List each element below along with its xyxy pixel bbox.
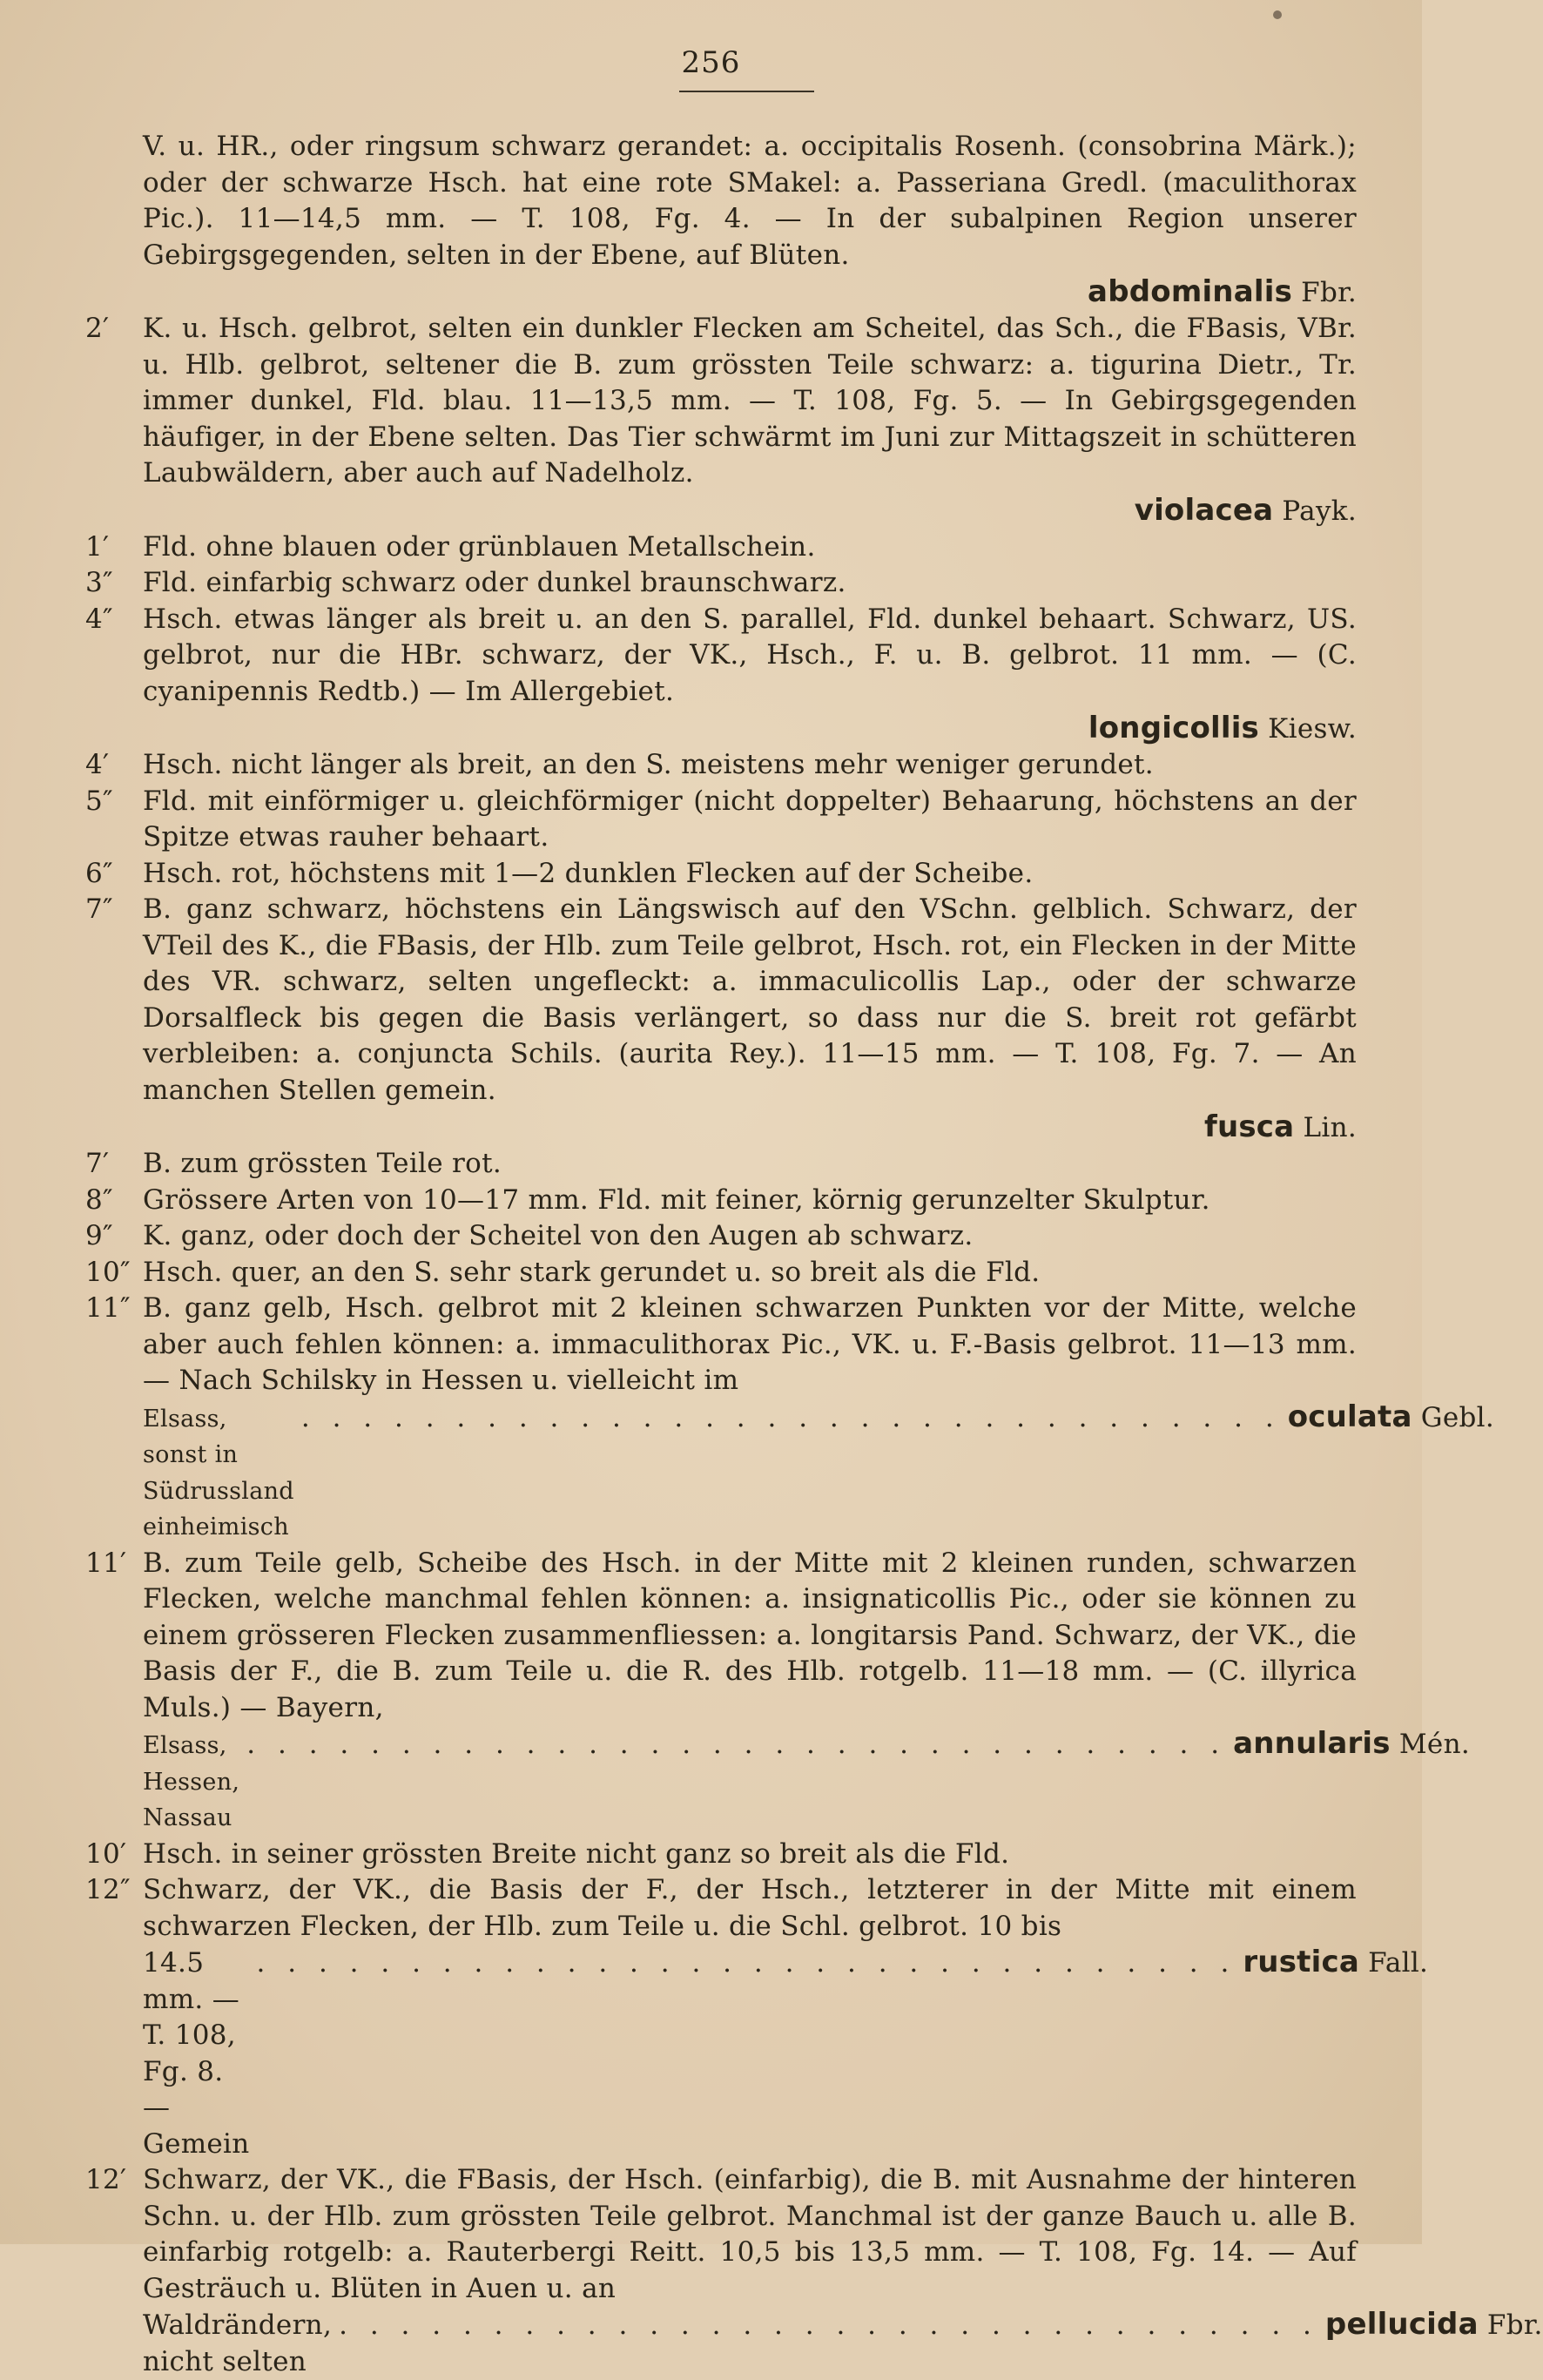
key-text	[85, 129, 1543, 2380]
species-name: longicollis	[1088, 711, 1259, 745]
entry-text-end: Elsass, Hessen, Nassau	[143, 1732, 240, 1831]
entry-text: Schwarz, der VK., die FBasis, der Hsch. (einfarbig), die B. mit Ausnahme der hinteren Schn. u. der Hlb. zum grössten Teile gelbrot. Manchmal ist der ganze Bauch u. alle B. einfarbig rotgelb: a. Rauterbergi Reitt. 10,5 bis 13,5 mm. — T. 108, Fg. 14. — Auf Gesträuch u. Blüten in Auen u. an	[143, 2164, 1357, 2304]
species-line	[85, 1109, 1357, 1146]
key-entry	[85, 1546, 1470, 1837]
species-author: Payk.	[1282, 495, 1357, 527]
species-name: fusca	[1203, 1109, 1295, 1144]
header-rule	[679, 91, 814, 92]
key-entry	[85, 1183, 1357, 1219]
dot-leader: . . . . . . . . . . . . . . . . . . . . . . . . . . . . . . . .	[339, 2309, 1318, 2341]
entry-text-end: Waldrändern, nicht selten	[143, 2309, 333, 2377]
couplet-label: 9″	[85, 1220, 113, 1251]
entry-text: Fld. einfarbig schwarz oder dunkel braunschwarz.	[143, 567, 846, 598]
couplet-label: 1′	[85, 530, 110, 563]
couplet-label: 11′	[85, 1547, 127, 1579]
key-entry	[85, 565, 1357, 602]
couplet-label: 12′	[85, 2164, 127, 2195]
couplet-label: 7′	[85, 1148, 110, 1179]
entry-text: Fld. mit einförmiger u. gleichförmiger (nicht doppelter) Behaarung, höchstens an der Spitze etwas rauher behaart.	[143, 785, 1357, 853]
species-name: violacea	[1134, 492, 1274, 528]
entry-last-line	[143, 1945, 1429, 2162]
entry-text: Hsch. rot, höchstens mit 1—2 dunklen Flecken auf der Scheibe.	[143, 857, 1034, 889]
species-line	[85, 710, 1357, 747]
entry-last-line	[143, 2307, 1543, 2380]
couplet-label: 6″	[85, 857, 113, 889]
entry-text: Hsch. etwas länger als breit u. an den S. parallel, Fld. dunkel behaart. Schwarz, US. gelbrot, nur die HBr. schwarz, der VK., Hsch., F. u. B. gelbrot. 11 mm. — (C. cyanipennis Redtb.) — Im Allergebiet.	[143, 603, 1357, 707]
dot-leader: . . . . . . . . . . . . . . . . . . . . . . . . . . . . . . . .	[256, 1947, 1236, 1979]
key-entry	[85, 892, 1357, 1109]
entry-text: B. ganz gelb, Hsch. gelbrot mit 2 kleinen schwarzen Punkten vor der Mitte, welche aber auch fehlen können: a. immaculithorax Pic., VK. u. F.-Basis gelbrot. 11—13 mm. — Nach Schilsky in Hessen u. vielleicht im	[143, 1292, 1357, 1396]
dot-leader: . . . . . . . . . . . . . . . . . . . . . . . . . . . . . . . .	[300, 1401, 1281, 1433]
species-name: annularis	[1233, 1726, 1391, 1761]
couplet-label: 3″	[85, 567, 113, 598]
entry-last-line	[143, 1399, 1495, 1546]
ink-spot	[1273, 10, 1282, 19]
species-author: Mén.	[1398, 1729, 1470, 1760]
couplet-label: 2′	[85, 313, 110, 344]
page-number: 256	[681, 45, 741, 80]
couplet-label: 10″	[85, 1256, 131, 1288]
key-entry	[85, 1146, 1357, 1183]
couplet-label: 10′	[85, 1837, 127, 1870]
key-entry	[85, 1872, 1429, 2162]
species-author: Fbr.	[1301, 277, 1357, 308]
key-entry	[85, 747, 1357, 784]
entry-text: Grössere Arten von 10—17 mm. Fld. mit feiner, körnig gerunzelter Skulptur.	[143, 1183, 1210, 1216]
key-entry	[85, 602, 1357, 711]
key-entry	[85, 311, 1357, 492]
species-name: rustica	[1243, 1945, 1359, 1979]
key-entry	[85, 856, 1357, 893]
entry-text: K. ganz, oder doch der Scheitel von den Augen ab schwarz.	[143, 1220, 974, 1251]
couplet-label: 11″	[85, 1292, 131, 1324]
couplet-label: 4′	[85, 749, 110, 780]
key-entry	[85, 2162, 1543, 2380]
species-line	[85, 273, 1357, 311]
couplet-label: 12″	[85, 1874, 131, 1905]
species-name: pellucida	[1324, 2307, 1479, 2342]
entry-text: B. zum Teile gelb, Scheibe des Hsch. in der Mitte mit 2 kleinen runden, schwarzen Flecken, welche manchmal fehlen können: a. insignaticollis Pic., oder sie können zu einem grösseren Flecken zusammenfliessen: a. longitarsis Pand. Schwarz, der VK., die Basis der F., die B. zum Teile u. die R. des Hlb. rotgelb. 11—18 mm. — (C. illyrica Muls.) — Bayern,	[143, 1547, 1357, 1723]
entry-text: Fld. ohne blauen oder grünblauen Metallschein.	[143, 530, 816, 563]
entry-text-end: Elsass, sonst in Südrussland einheimisch	[143, 1405, 294, 1541]
key-entry	[85, 129, 1357, 273]
key-entry	[85, 1837, 1357, 1873]
entry-text: V. u. HR., oder ringsum schwarz gerandet: a. occipitalis Rosenh. (consobrina Märk.); oder der schwarze Hsch. hat eine rote SMakel: a. Passeriana Gredl. (maculithorax Pic.). 11—14,5 mm. — T. 108, Fg. 4. — In der subalpinen Region unserer Gebirgsgegenden, selten in der Ebene, auf Blüten.	[143, 131, 1357, 271]
entry-last-line	[143, 1726, 1470, 1837]
entry-text: B. zum grössten Teile rot.	[143, 1148, 502, 1179]
species-author: Fall.	[1368, 1947, 1429, 1979]
key-entry	[85, 1291, 1495, 1546]
species-author: Fbr.	[1486, 2309, 1543, 2341]
species-line	[85, 492, 1357, 529]
couplet-label: 4″	[85, 603, 113, 635]
species-author: Lin.	[1303, 1112, 1357, 1143]
species-author: Kiesw.	[1268, 713, 1357, 745]
entry-text: Hsch. quer, an den S. sehr stark gerundet u. so breit als die Fld.	[143, 1256, 1041, 1288]
entry-text: Schwarz, der VK., die Basis der F., der Hsch., letzterer in der Mitte mit einem schwarzen Flecken, der Hlb. zum Teile u. die Schl. gelbrot. 10 bis	[143, 1874, 1357, 1942]
species-name: oculata	[1287, 1399, 1412, 1434]
key-entry	[85, 1218, 1357, 1255]
entry-text: Hsch. in seiner grössten Breite nicht ganz so breit als die Fld.	[143, 1837, 1010, 1870]
couplet-label: 7″	[85, 893, 113, 925]
entry-text: K. u. Hsch. gelbrot, selten ein dunkler Flecken am Scheitel, das Sch., die FBasis, VBr. u. Hlb. gelbrot, seltener die B. zum grössten Teile schwarz: a. tigurina Dietr., Tr. immer dunkel, Fld. blau. 11—13,5 mm. — T. 108, Fg. 5. — In Gebirgsgegenden häufiger, in der Ebene selten. Das Tier schwärmt im Juni zur Mittagszeit in schütteren Laubwäldern, aber auch auf Nadelholz.	[143, 313, 1357, 489]
couplet-label: 8″	[85, 1183, 113, 1216]
species-author: Gebl.	[1420, 1401, 1495, 1433]
key-entry	[85, 529, 1357, 566]
entry-text: B. ganz schwarz, höchstens ein Längswisch auf den VSchn. gelblich. Schwarz, der VTeil des K., die FBasis, der Hlb. zum Teile gelbrot, Hsch. rot, ein Flecken in der Mitte des VR. schwarz, selten ungefleckt: a. immaculicollis Lap., oder der schwarze Dorsalfleck bis gegen die Basis verlängert, so dass nur die S. breit rot gefärbt verbleiben: a. conjuncta Schils. (aurita Rey.). 11—15 mm. — T. 108, Fg. 7. — An manchen Stellen gemein.	[143, 893, 1357, 1106]
key-entry	[85, 1255, 1357, 1291]
entry-text-end: 14.5 mm. — T. 108, Fg. 8. — Gemein	[143, 1947, 250, 2160]
couplet-label: 5″	[85, 785, 113, 817]
key-entry	[85, 784, 1357, 856]
species-name: abdominalis	[1088, 274, 1293, 309]
entry-text: Hsch. nicht länger als breit, an den S. meistens mehr weniger gerundet.	[143, 749, 1154, 780]
dot-leader: . . . . . . . . . . . . . . . . . . . . . . . . . . . . . . . .	[246, 1729, 1227, 1760]
